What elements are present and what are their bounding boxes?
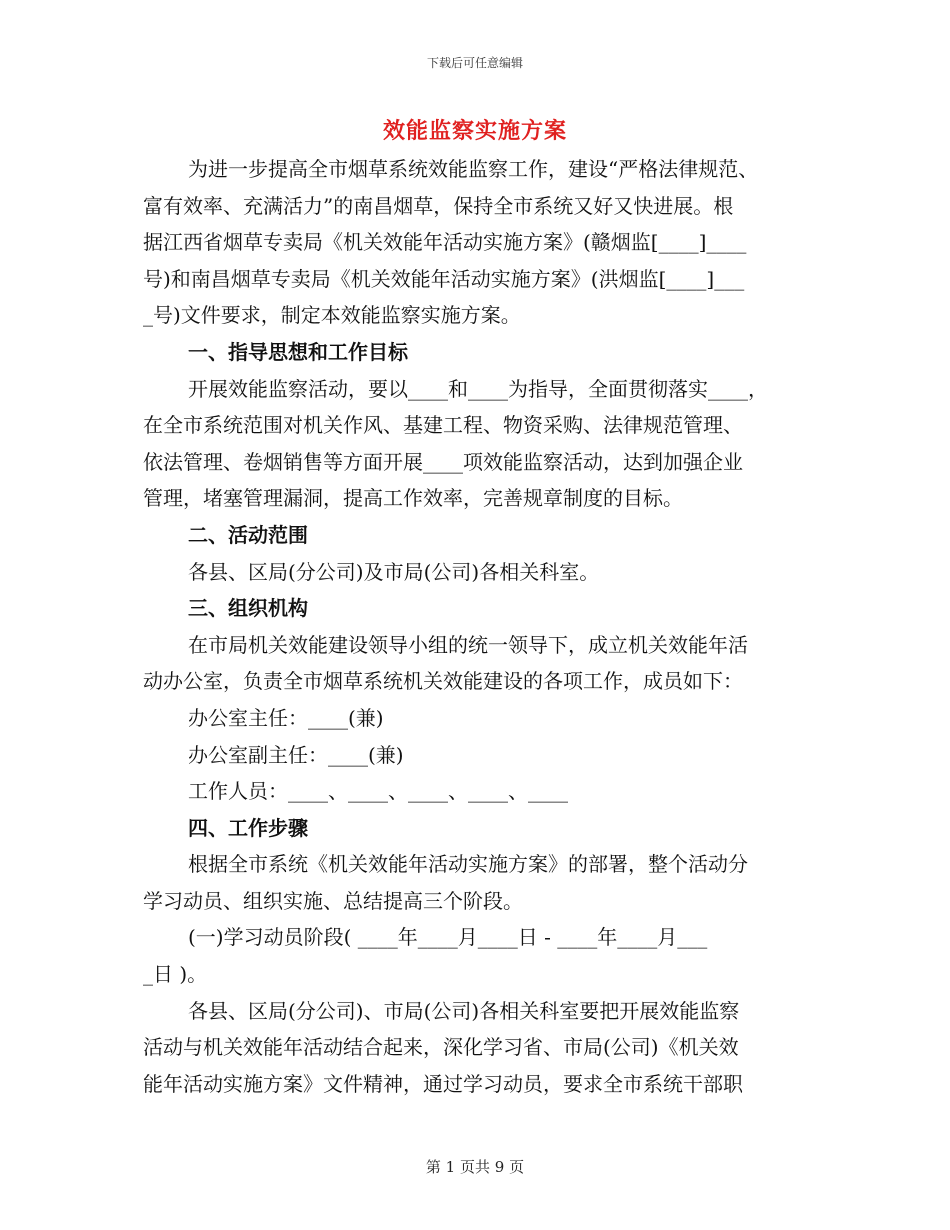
body-line: 办公室主任：____(兼)	[188, 705, 384, 730]
body-line: 依法管理、卷烟销售等方面开展____项效能监察活动，达到加强企业	[143, 449, 743, 474]
page-footer: 第 1 页共 9 页	[425, 1158, 525, 1176]
document-body	[143, 151, 813, 1102]
body-line: 为进一步提高全市烟草系统效能监察工作，建设“严格法律规范、	[188, 157, 759, 181]
body-line: 能年活动实施方案》文件精神，通过学习动员，要求全市系统干部职	[143, 1071, 743, 1096]
body-line: 据江西省烟草专卖局《机关效能年活动实施方案》(赣烟监[____]____	[143, 230, 747, 255]
body-line: 各县、区局(分公司)、市局(公司)各相关科室要把开展效能监察	[188, 998, 740, 1023]
page-header-note: 下载后可任意编辑	[426, 56, 523, 70]
body-line: _号)文件要求，制定本效能监察实施方案。	[143, 303, 521, 328]
body-line: 学习动员、组织实施、总结提高三个阶段。	[143, 888, 523, 913]
body-line: 活动与机关效能年活动结合起来，深化学习省、市局(公司)《机关效	[143, 1035, 739, 1060]
body-line: 动办公室，负责全市烟草系统机关效能建设的各项工作，成员如下：	[143, 669, 743, 694]
body-line: 在全市系统范围对机关作风、基建工程、物资采购、法律规范管理、	[143, 413, 743, 438]
body-line: 富有效率、充满活力”的南昌烟草，保持全市系统又好又快进展。根	[143, 193, 734, 218]
body-line: 开展效能监察活动，要以____和____为指导，全面贯彻落实____，	[188, 376, 768, 401]
section-heading: 四、工作步骤	[188, 815, 308, 840]
section-heading: 二、活动范围	[188, 522, 308, 547]
body-line: 各县、区局(分公司)及市局(公司)各相关科室。	[188, 559, 600, 584]
body-line: 工作人员：____、____、____、____、____	[188, 779, 568, 804]
body-line: 在市局机关效能建设领导小组的统一领导下，成立机关效能年活	[188, 632, 748, 657]
section-heading: 一、指导思想和工作目标	[188, 339, 408, 364]
document-title: 效能监察实施方案	[382, 118, 567, 144]
body-line: 根据全市系统《机关效能年活动实施方案》的部署，整个活动分	[188, 852, 748, 877]
body-line: 办公室副主任：____(兼)	[188, 742, 404, 767]
body-line: _日 )。	[143, 962, 208, 987]
body-line: 管理，堵塞管理漏洞，提高工作效率，完善规章制度的目标。	[143, 486, 683, 511]
body-line: (一)学习动员阶段( ____年____月____日 - ____年____月___	[188, 925, 708, 950]
body-line: 号)和南昌烟草专卖局《机关效能年活动实施方案》(洪烟监[____]___	[143, 266, 745, 291]
section-heading: 三、组织机构	[188, 596, 308, 621]
